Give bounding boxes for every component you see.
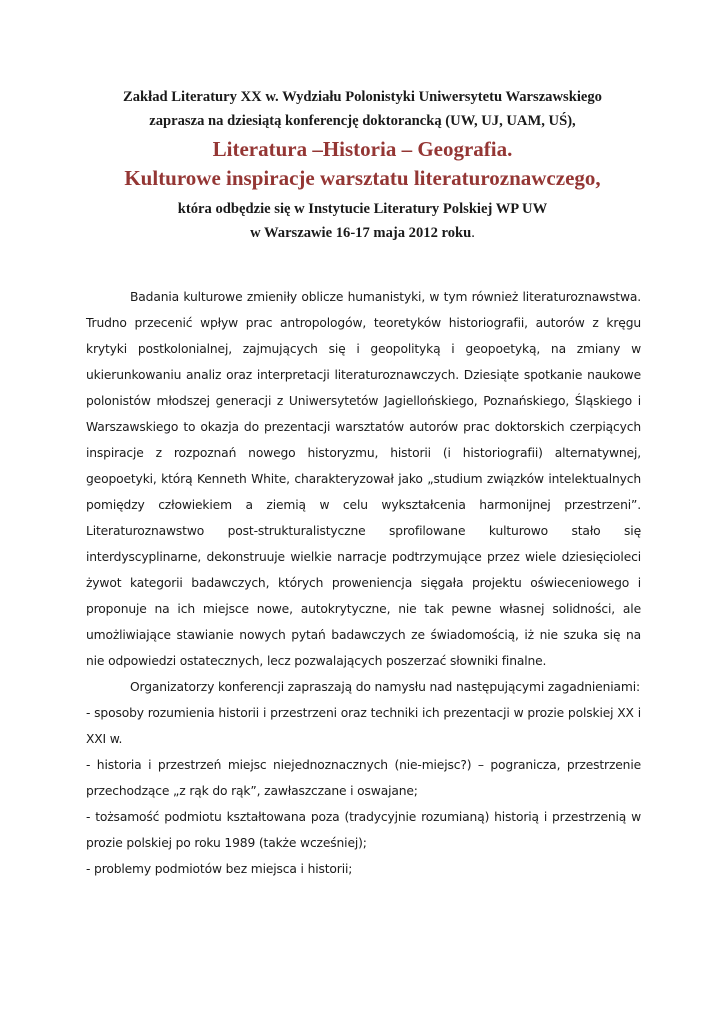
date-text: w Warszawie 16-17 maja 2012 roku (250, 225, 472, 241)
venue-line: która odbędzie się w Instytucie Literatury Polskiej WP UW (177, 201, 548, 217)
topics-intro-paragraph: Organizatorzy konferencji zapraszają do namysłu nad następującymi zagadnieniami: (130, 680, 640, 694)
topic-item: - historia i przestrzeń miejsc niejednoznacznych (nie-miejsc?) – pogranicza, przestrzenie przechodzące „z rąk do rąk”, zawłaszczane i oswajane; (86, 758, 641, 798)
date-period: . (471, 225, 475, 241)
topic-item: - problemy podmiotów bez miejsca i historii; (86, 862, 353, 876)
topic-item: - sposoby rozumienia historii i przestrzeni oraz techniki ich prezentacji w prozie polskiej XX i XXI w. (86, 706, 641, 746)
topic-item: - tożsamość podmiotu kształtowana poza (tradycyjnie rozumianą) historią i przestrzenią w prozie polskiej po roku 1989 (także wcześniej); (86, 810, 641, 850)
intro-paragraph: Badania kulturowe zmieniły oblicze humanistyki, w tym również literaturoznawstwa. Trudno przecenić wpływ prac antropologów, teoretyków historiografii, autorów z kręgu krytyki postkolonialnej, zajmujących się i geopolityką i geopoetyką, na zmiany w ukierunkowaniu analiz oraz interpretacji literaturoznawczych. Dziesiąte spotkanie naukowe polonistów młodszej generacji z Uniwersytetów Jagiellońskiego, Poznańskiego, Śląskiego i Warszawskiego to okazja do prezentacji warsztatów autorów prac doktorskich czerpiących inspiracje z rozpoznań nowego historyzmu, historii (i historiografii) alternatywnej, geopoetyki, którą Kenneth White, charakteryzował jako „studium związków intelektualnych pomiędzy człowiekiem a ziemią w celu wykształcenia harmonijnej przestrzeni”. Literaturoznawstwo post-strukturalistyczne sprofilowane kulturowo stało się interdyscyplinarne, dekonstruuje wielkie narracje podtrzymujące przez wiele dziesięcioleci żywot kategorii badawczych, których proweniencja sięgała projektu oświeceniowego i proponuje na ich miejsce nowe, autokrytyczne, nie tak pewne własnej solidności, ale umożliwiające stawianie nowych pytań badawczych ze świadomością, iż nie szuka się na nie odpowiedzi ostatecznych, lecz pozwalających poszerzać słowniki finalne. (86, 290, 641, 668)
date-line (0, 221, 725, 245)
organizer-line: Zakład Literatury XX w. Wydziału Polonistyki Uniwersytetu Warszawskiego (123, 89, 602, 105)
conference-subtitle: Kulturowe inspiracje warsztatu literaturoznawczego, (124, 166, 601, 190)
invitation-header (0, 85, 725, 245)
invitation-line: zaprasza na dziesiątą konferencję doktorancką (UW, UJ, UAM, UŚ), (149, 113, 576, 129)
conference-title: Literatura –Historia – Geografia. (212, 137, 513, 161)
body-text (86, 284, 641, 882)
